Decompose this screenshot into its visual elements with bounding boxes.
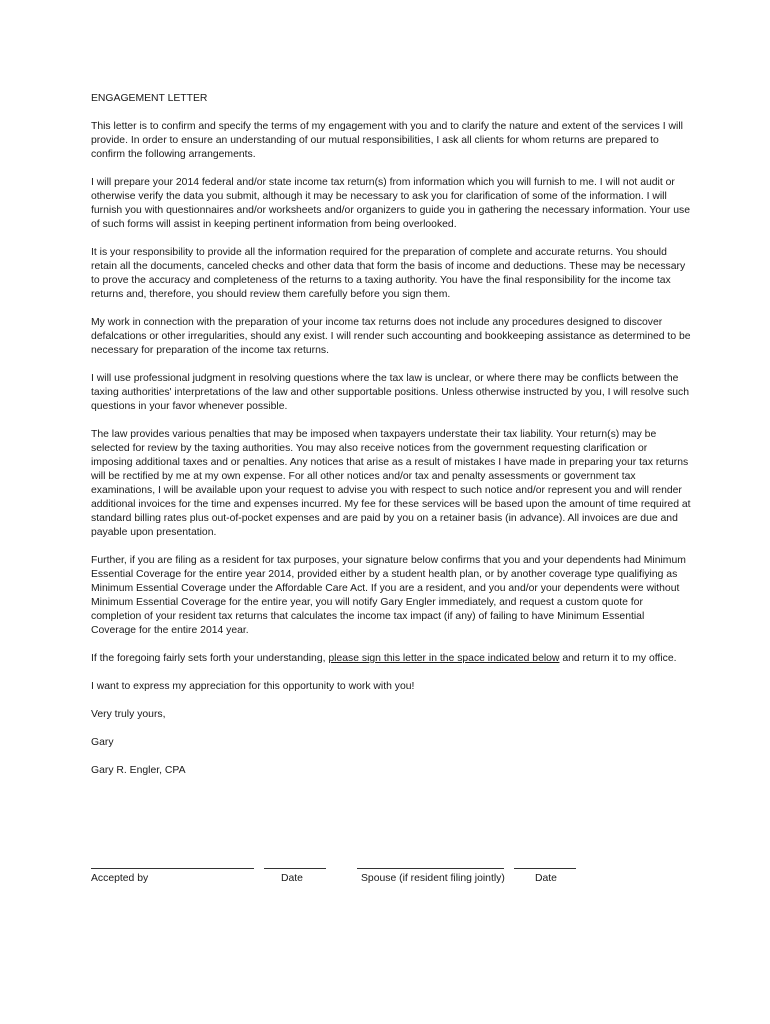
sign-request-before: If the foregoing fairly sets forth your understanding, [91, 653, 329, 664]
paragraph-irregularities: My work in connection with the preparation of your income tax returns does not include any procedures designed to discover defalcations or other irregularities, should any exist. I will render such accounting and bookkeeping assistance as determined to be necessary for preparation of the income tax returns. [91, 317, 691, 356]
paragraph-responsibility: It is your responsibility to provide all the information required for the preparation of complete and accurate returns. You should retain all the documents, canceled checks and other data that form the basis of income and deductions. These may be necessary to prove the accuracy and completeness of the returns to a taxing authority. You have the final responsibility for the income tax returns and, therefore, you should review them carefully before you sign them. [91, 247, 686, 300]
spouse-label: Spouse (if resident filing jointly) [361, 873, 505, 884]
letter-body [91, 92, 691, 792]
closing-line: Very truly yours, [91, 709, 166, 720]
letter-title: ENGAGEMENT LETTER [91, 93, 208, 104]
paragraph-penalties: The law provides various penalties that may be imposed when taxpayers understate their tax liability. Your return(s) may be selected for review by the taxing authorities. You may also receive notices from the government requesting clarification or imposing additional taxes and or penalties. Any notices that arise as a result of mistakes I have made in preparing your tax returns will be rectified by me at my own expense. For all other notices and/or tax and penalty assessments or government tax examinations, I will be available upon your request to advise you with respect to such notice and/or represent you and will render additional invoices for the time and expenses incurred. My fee for these services will be based upon the amount of time required at standard billing rates plus out-of-pocket expenses and are paid by you on a retainer basis (in advance). All invoices are due and payable upon presentation. [91, 429, 691, 538]
date-label-2: Date [535, 873, 557, 884]
spouse-signature-line[interactable] [357, 868, 504, 869]
date-line-2[interactable] [514, 868, 576, 869]
accepted-by-label: Accepted by [91, 873, 149, 884]
sign-request-after: and return it to my office. [559, 653, 677, 664]
accepted-by-signature-line[interactable] [91, 868, 254, 869]
paragraph-coverage: Further, if you are filing as a resident for tax purposes, your signature below confirms that you and your dependents had Minimum Essential Coverage for the entire year 2014, provided either by a student health plan, or by another coverage type qualifiying as Minimum Essential Coverage under the Affordable Care Act. If you are a resident, and you and/or your dependents were without Minimum Essential Coverage for the entire year, you will notify Gary Engler immediately, and request a custom quote for completion of your resident tax returns that calculates the income tax impact (if any) of failing to have Minimum Essential Coverage for the entire 2014 year. [91, 555, 686, 636]
date-line-1[interactable] [264, 868, 326, 869]
date-label-1: Date [281, 873, 303, 884]
sign-request-underlined: please sign this letter in the space indicated below [328, 653, 560, 664]
closing-block [91, 680, 691, 778]
appreciation-line: I want to express my appreciation for this opportunity to work with you! [91, 681, 415, 692]
signature-block [0, 858, 770, 898]
paragraph-sign-request [91, 652, 691, 666]
paragraph-intro: This letter is to confirm and specify the terms of my engagement with you and to clarify the nature and extent of the services I will provide. In order to ensure an understanding of our mutual responsibilities, I ask all clients for whom returns are prepared to confirm the following arrangements. [91, 121, 683, 160]
signature-name: Gary [91, 737, 114, 748]
paragraph-judgment: I will use professional judgment in resolving questions where the tax law is unclear, or where there may be conflicts between the taxing authorities' interpretations of the law and other supportable positions. Unless otherwise instructed by you, I will resolve such questions in your favor whenever possible. [91, 373, 690, 412]
signer-full-name: Gary R. Engler, CPA [91, 765, 186, 776]
paragraph-preparation: I will prepare your 2014 federal and/or state income tax return(s) from information which you will furnish to me. I will not audit or otherwise verify the data you submit, although it may be necessary to ask you for clarification of some of the information. I will furnish you with questionnaires and/or worksheets and/or organizers to guide you in gathering the necessary information. Your use of such forms will assist in keeping pertinent information from being overlooked. [91, 177, 690, 230]
